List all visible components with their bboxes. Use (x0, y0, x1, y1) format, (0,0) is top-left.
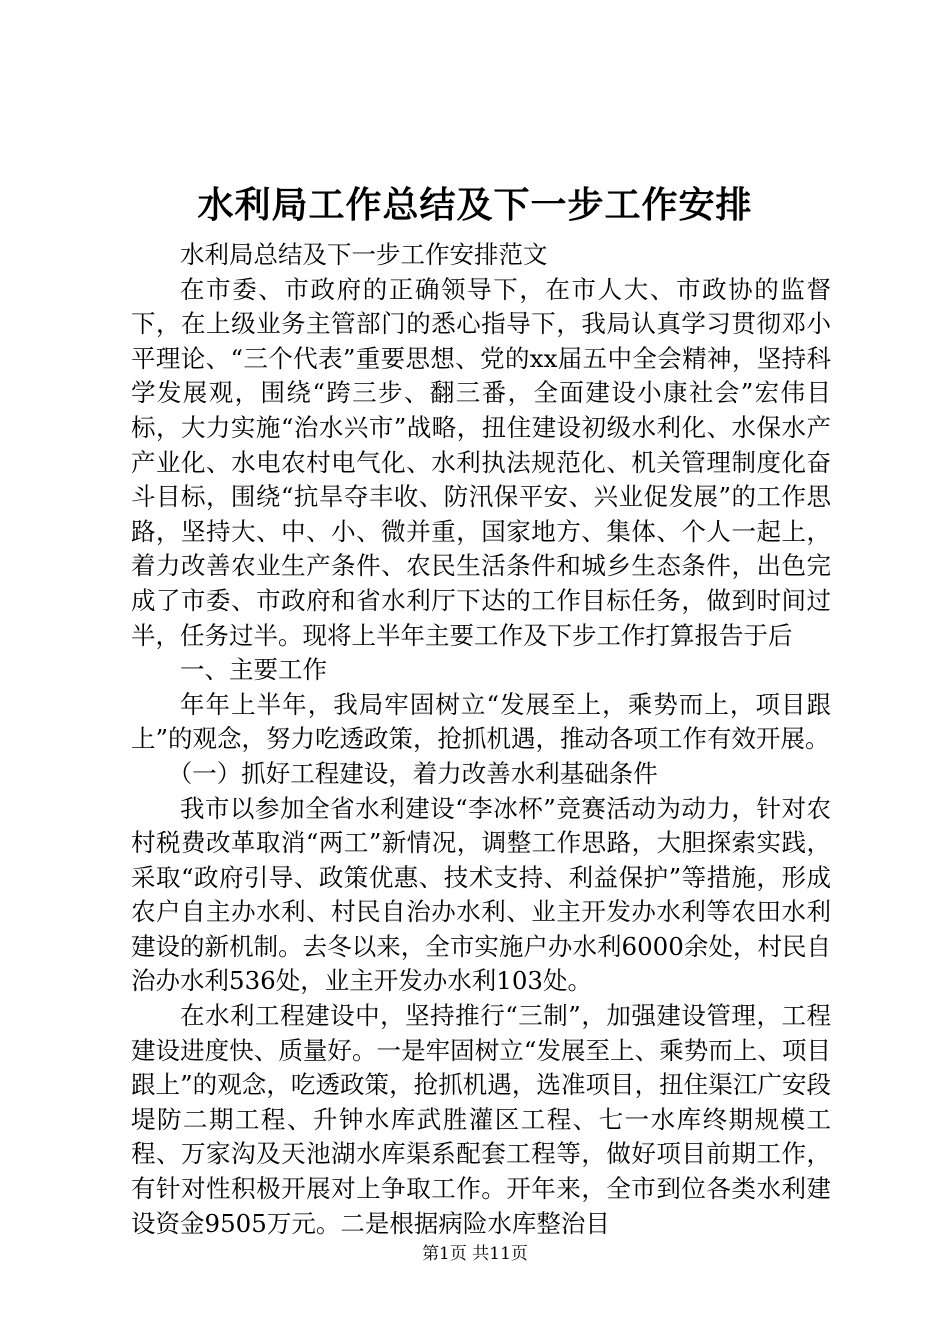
paragraph-overview: 年年上半年，我局牢固树立“发展至上，乘势而上，项目跟上”的观念，努力吃透政策，抢抓机遇，推动各项工作有效开展。 (131, 689, 831, 754)
paragraph-subtitle: 水利局总结及下一步工作安排范文 (180, 240, 548, 269)
document-body (131, 238, 831, 1241)
section-heading-main-work: 一、主要工作 (180, 655, 327, 685)
paragraph-libing-cup: 我市以参加全省水利建设“李冰杯”竞赛活动为动力，针对农村税费改革取消“两工”新情况，调整工作思路，大胆探索实践，采取“政府引导、政策优惠、技术支持、利益保护”等措施，形成农户自主办水利、村民自治办水利、业主开发办水利等农田水利建设的新机制。去冬以来，全市实施户办水利6000余处，村民自治办水利536处，业主开发办水利103处。 (131, 793, 831, 996)
paragraph-construction-management: 在水利工程建设中，坚持推行“三制”，加强建设管理，工程建设进度快、质量好。一是牢固树立“发展至上、乘势而上、项目跟上”的观念，吃透政策，抢抓机遇，选准项目，扭住渠江广安段堤防二期工程、升钟水库武胜灌区工程、七一水库终期规模工程、万家沟及天池湖水库渠系配套工程等，做好项目前期工作，有针对性积极开展对上争取工作。开年来，全市到位各类水利建设资金9505万元。二是根据病险水库整治目 (131, 1001, 831, 1238)
document-title: 水利局工作总结及下一步工作安排 (197, 184, 753, 226)
paragraph-intro: 在市委、市政府的正确领导下，在市人大、市政协的监督下，在上级业务主管部门的悉心指导下，我局认真学习贯彻邓小平理论、“三个代表”重要思想、党的xx届五中全会精神，坚持科学发展观，围绕“跨三步、翻三番，全面建设小康社会”宏伟目标，大力实施“治水兴市”战略，扭住建设初级水利化、水保水产产业化、水电农村电气化、水利执法规范化、机关管理制度化奋斗目标，围绕“抗旱夺丰收、防汛保平安、兴业促发展”的工作思路，坚持大、中、小、微并重，国家地方、集体、个人一起上，着力改善农业生产条件、农民生活条件和城乡生态条件，出色完成了市委、市政府和省水利厅下达的工作目标任务，做到时间过半，任务过半。现将上半年主要工作及下步工作打算报告于后 (131, 274, 831, 650)
page-footer: 第1页 共11页 (422, 1244, 528, 1264)
subsection-heading-engineering: （一）抓好工程建设，着力改善水利基础条件 (167, 758, 658, 788)
